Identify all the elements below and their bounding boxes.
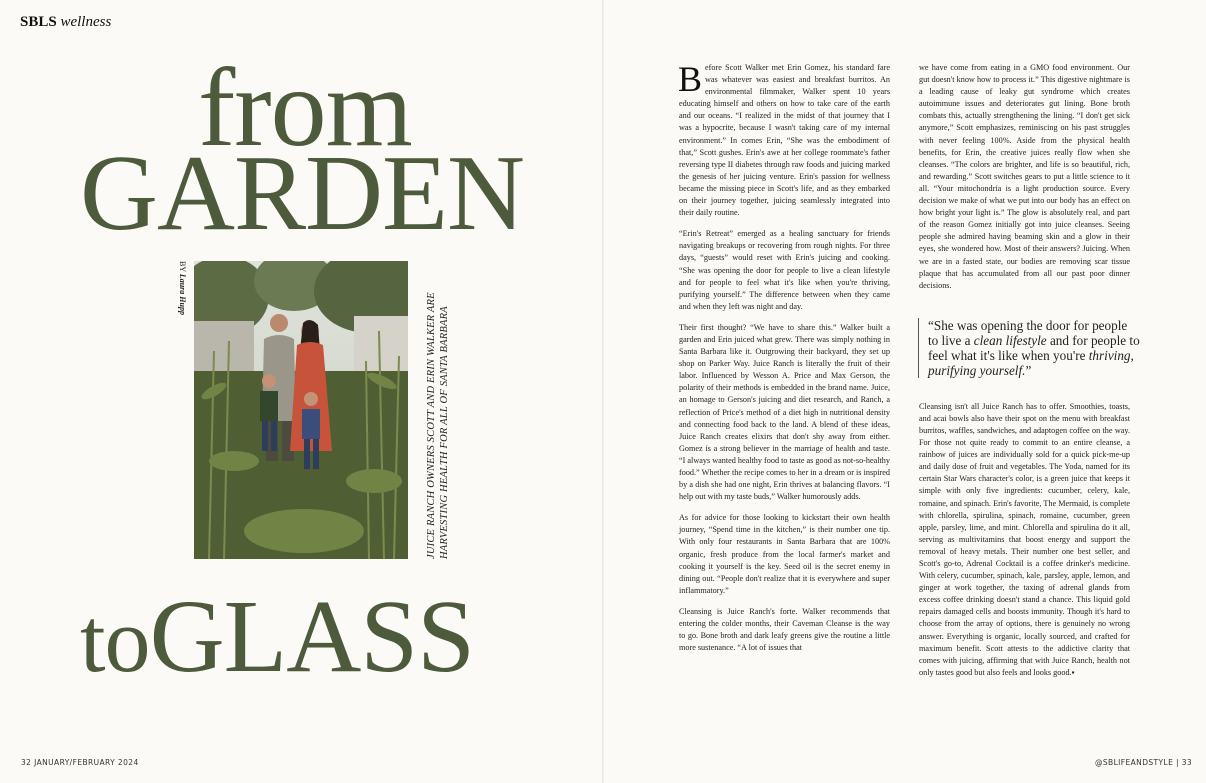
pullquote-text-2: and for people to feel what it's like when you're — [928, 333, 1140, 363]
article-paragraph: Cleansing is Juice Ranch's forte. Walker recommends that entering the colder months, their Caveman Cleanse is the way to go. Bone broth and dark leafy greens give the routine a little more sustenance. “A lot of issues that — [679, 606, 890, 653]
article-paragraph: we have come from eating in a GMO food environment. Our gut doesn't know how to process it.” This digestive nightmare is a leading cause of leaky gut syndrome which creates autoimmune issues and deteriorates gut lining. Bone broth combats this, actually strengthening the lining. “I don't get sick anymore,” Scott emphasizes, reminiscing on his past struggles with never feeling 100%. Aside from the physical health benefits, for Erin, the creative juices really flow when she cleanses. “The colors are brighter, and life is so beautiful, rich, and rewarding.” Scott switches gears to put a little science to it all. “Your mitochondria is a light production source. Every decision we make of what we put into our body has an effect on how bright your light is.” The glow is absolutely real, and part of the reason Gomez initially got into juice cleanses. Seeing people she admired having beaming skin and a glow in their eyes, she wondered how. Most of their answers? Juicing. When we are in a fasted state, our bodies are removing scar tissue plaque that has accumulated from all our past poor dinner decisions. — [919, 63, 1130, 290]
photo-caption — [414, 263, 450, 559]
pullquote-text-3: ” — [1025, 363, 1032, 378]
byline — [175, 261, 189, 321]
pullquote-emphasis-1: clean lifestyle — [973, 333, 1047, 348]
page-gutter — [602, 0, 604, 783]
headline-to-glass — [80, 579, 474, 694]
article-column-1 — [678, 59, 890, 663]
paragraph-text: efore Scott Walker met Erin Gomez, his standard fare was whatever was easiest and breakfast burritos. An environmental filmmaker, Walker spent 10 years educating himself and others on how to take care of the earth and our oceans. “I realized in the midst of that journey that I was a hypocrite, because I wasn't taking care of my internal environment.” In comes Erin, “She was the embodiment of that,” Scott gushes. Erin's awe at her college roommate's father reversing type II diabetes through raw foods and juicing marked the genesis of her juicing venture. Erin's passion for wellness became the missing piece in Scott's life, and as they embarked on their journey together, juicing seamlessly integrated into their daily routine. — [679, 63, 890, 218]
byline-author: Laura Hupp — [178, 273, 187, 315]
article-paragraph — [678, 59, 890, 219]
headline-from: from — [198, 46, 412, 170]
byline-text — [178, 261, 187, 315]
article-paragraph: As for advice for those looking to kickstart their own health journey, “Spend time in the kitchen,” is their number one tip. With only four restaurants in Santa Barbara that are 100% organic, fresh produce from the local farmer's market and cooking it yourself is the key. Seed oil is the secret enemy in dining out. “People don't realize that it is everywhere and super inflammatory.” — [679, 513, 890, 595]
folio-left: 32 JANUARY/FEBRUARY 2024 — [21, 758, 139, 767]
drop-cap: B — [678, 59, 703, 99]
pullquote-emphasis-2: thriving, purifying yourself. — [928, 348, 1134, 378]
family-garden-photo — [194, 261, 408, 559]
section-label — [20, 14, 111, 31]
section-name: wellness — [60, 14, 112, 30]
folio-right: @SBLIFEANDSTYLE | 33 — [1095, 758, 1193, 767]
pullquote-text-1: “She was opening the door for people to live a — [928, 318, 1128, 348]
photo-illustration — [194, 261, 408, 559]
article-paragraph: Their first thought? “We have to share this.” Walker built a garden and Erin juiced what grew. There was simply nothing in Santa Barbara like it. Outgrowing their backyard, they set up shop on Parker Way. Juice Ranch is literally the fruit of their labor. Influenced by Wesson A. Price and Max Gerson, the polarity of their methods is embedded in the brand name. Juice, an homage to Gerson's juicing and diet research, and Ranch, a reflection of Price's method of a diet high in nutritional density and connecting food back to the land. A blend of these ideas, Juice Ranch creates elixirs that don't shy away from either. Gomez is a strong believer in the marriage of health and taste. “I always wanted healthy food to taste as good as not-so-healthy food.” Whether the recipe comes to her in a dream or is inspired by a dish she had one night, Erin thrives at balancing flavors. “I help out with my taste buds,” Walker humorously adds. — [679, 322, 890, 502]
article-paragraph: “Erin's Retreat” emerged as a healing sanctuary for friends navigating breakups or recovering from rough nights. For three days, “guests” would reset with Erin's juicing and cooking. “She was opening the door for people to live a clean lifestyle and for people to feel what it's like when you're thriving, purifying yourself.” The difference between when they came and when they left was night and day. — [679, 229, 890, 311]
caption-line-1: JUICE RANCH OWNERS SCOTT AND ERIN WALKER ARE — [426, 292, 437, 559]
pull-quote — [918, 318, 1140, 378]
caption-line-2: HARVESTING HEALTH FOR ALL OF SANTA BARBARA — [439, 306, 450, 559]
article-paragraph: Cleansing isn't all Juice Ranch has to offer. Smoothies, toasts, and acai bowls also have their spot on the menu with breakfast burritos, waffles, sandwiches, and adaptogen coffee on the way. For those not quite ready to commit to an entire cleanse, a rainbow of juices are individually sold for a quick pick-me-up and daily dose of fruit and vegetables. The Yoda, named for its certain Star Wars character's color, is a green juice that keeps it simple with only five ingredients: cucumber, celery, kale, romaine, and spinach. Erin's favorite, The Mermaid, is complete with chlorella, spirulina, spinach, romaine, cucumber, green apple, parsley, lime, and mint. Chlorella and spirulina do it all, serving as multivitamins that boost energy and support the removal of heavy metals. Their number one best seller, and Scott's go-to, Adrenal Cocktail is a coffee drinker's medicine. With celery, cucumber, spinach, kale, parsley, apple, lemon, and ginger at work together, the taxing of adrenal glands from excess coffee drinking doesn't stand a chance. This liquid gold repairs damaged cells and boosts immunity. Though it's hard to choose from the array of options, there is genuinely no wrong answer. Everything is organic, locally sourced, and crafted for maximum benefit. Scott attests to the addictive clarity that comes with juicing, affirming that with Juice Ranch, health not only tastes good but also feels and looks good.▪ — [919, 401, 1130, 677]
headline-garden: GARDEN — [80, 134, 524, 253]
headline-to: to — [80, 589, 150, 691]
section-brand: SBLS — [20, 14, 57, 30]
headline-glass: GLASS — [149, 579, 474, 694]
byline-prefix: BY — [178, 261, 187, 272]
